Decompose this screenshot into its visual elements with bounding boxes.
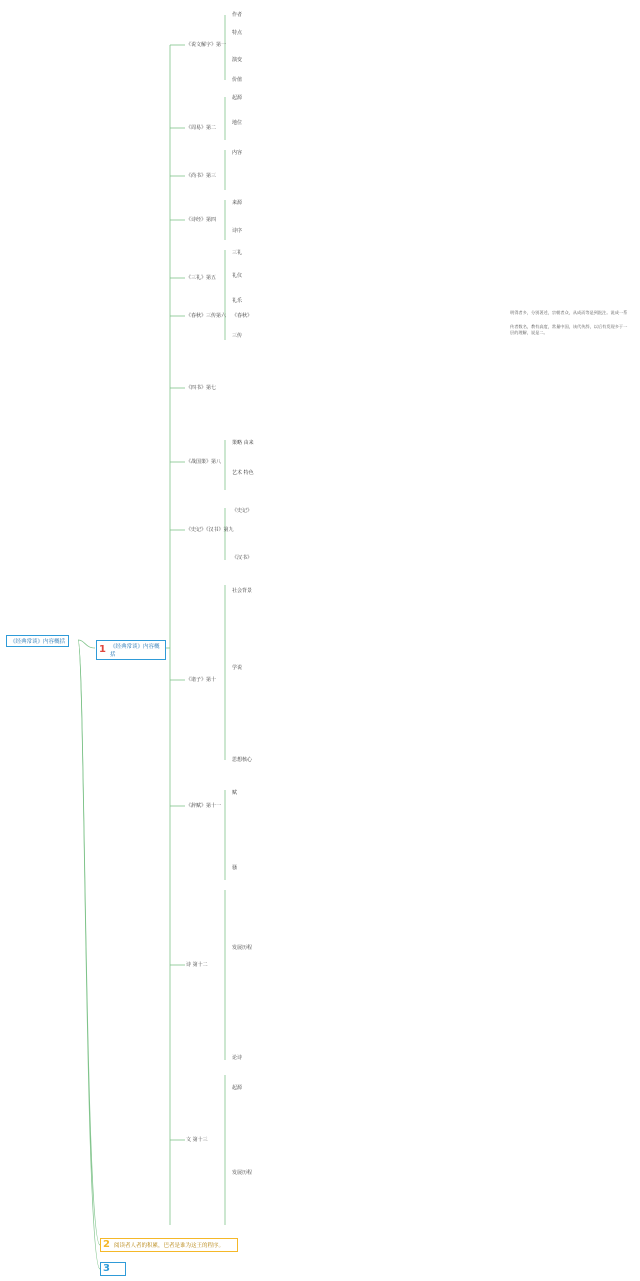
sub-4-0[interactable]: 来源 [232, 200, 243, 206]
branch-1-number: 1 [99, 644, 106, 655]
root-node[interactable] [6, 635, 69, 647]
sub-6-1[interactable]: 三传 [232, 333, 243, 339]
chapter-11[interactable]: 《辞赋》第十一 [186, 803, 222, 809]
sub-8-1[interactable]: 艺术 特色 [232, 470, 254, 476]
root-label: 《经典常谈》内容概括 [10, 639, 66, 645]
branch-1[interactable] [96, 640, 166, 660]
sub-1-0[interactable]: 作者 [232, 12, 243, 18]
branch-3[interactable] [100, 1262, 126, 1276]
branch-1-label: 《经典常谈》内容概括 [109, 644, 160, 658]
side-note-2: 传者数名，教有高度，常量中国，该代传辞，以后有发现多于一层的理解，说是二。 [510, 324, 628, 335]
chapter-13[interactable]: 文 第十三 [186, 1137, 208, 1143]
sub-11-1[interactable]: 骚 [232, 865, 238, 871]
sub-9-0[interactable]: 《史记》 [232, 508, 253, 514]
sub-2-0[interactable]: 起源 [232, 95, 243, 101]
sub-10-1[interactable]: 学说 [232, 665, 243, 671]
sub-12-0[interactable]: 发展历程 [232, 945, 253, 951]
chapter-5[interactable]: 《三礼》第五 [186, 275, 217, 281]
chapter-2[interactable]: 《周易》第二 [186, 125, 217, 131]
sub-1-3[interactable]: 价值 [232, 77, 243, 83]
sub-5-0[interactable]: 三礼 [232, 250, 243, 256]
chapter-10[interactable]: 《诸子》第十 [186, 677, 217, 683]
sub-3-0[interactable]: 内容 [232, 150, 243, 156]
chapter-9[interactable]: 《史记》《汉书》第九 [186, 527, 234, 533]
branch-3-number: 3 [103, 1263, 110, 1274]
chapter-6[interactable]: 《春秋》三传第六 [186, 313, 227, 319]
sub-2-1[interactable]: 地位 [232, 120, 243, 126]
sub-9-1[interactable]: 《汉书》 [232, 555, 253, 561]
branch-2-label: 阅读者人者的积累，巴者是谁为这王的程序。 [113, 1243, 224, 1249]
sub-13-0[interactable]: 起源 [232, 1085, 243, 1091]
side-note-1: 明得者多，分别著述，宗朝者众，从成而等是到批注。说成一系 [510, 310, 628, 315]
chapter-8[interactable]: 《战国策》第八 [186, 459, 222, 465]
sub-1-1[interactable]: 特点 [232, 30, 243, 36]
chapter-4[interactable]: 《诗经》第四 [186, 217, 217, 223]
sub-10-0[interactable]: 社会背景 [232, 588, 253, 594]
sub-4-1[interactable]: 诗序 [232, 228, 243, 234]
sub-5-2[interactable]: 礼乐 [232, 298, 243, 304]
sub-10-2[interactable]: 思想核心 [232, 757, 253, 763]
branch-2[interactable] [100, 1238, 238, 1252]
sub-12-1[interactable]: 论诗 [232, 1055, 243, 1061]
chapter-7[interactable]: 《四书》第七 [186, 385, 217, 391]
chapter-1[interactable]: 《说文解字》第一 [186, 42, 227, 48]
branch-2-number: 2 [103, 1239, 110, 1250]
chapter-12[interactable]: 诗 第十二 [186, 962, 208, 968]
sub-1-2[interactable]: 演变 [232, 57, 243, 63]
sub-13-1[interactable]: 发展历程 [232, 1170, 253, 1176]
chapter-3[interactable]: 《尚书》第三 [186, 173, 217, 179]
sub-8-0[interactable]: 策略 由来 [232, 440, 254, 446]
sub-6-0[interactable]: 《春秋》 [232, 313, 253, 319]
sub-5-1[interactable]: 礼仪 [232, 273, 243, 279]
sub-11-0[interactable]: 赋 [232, 790, 238, 796]
